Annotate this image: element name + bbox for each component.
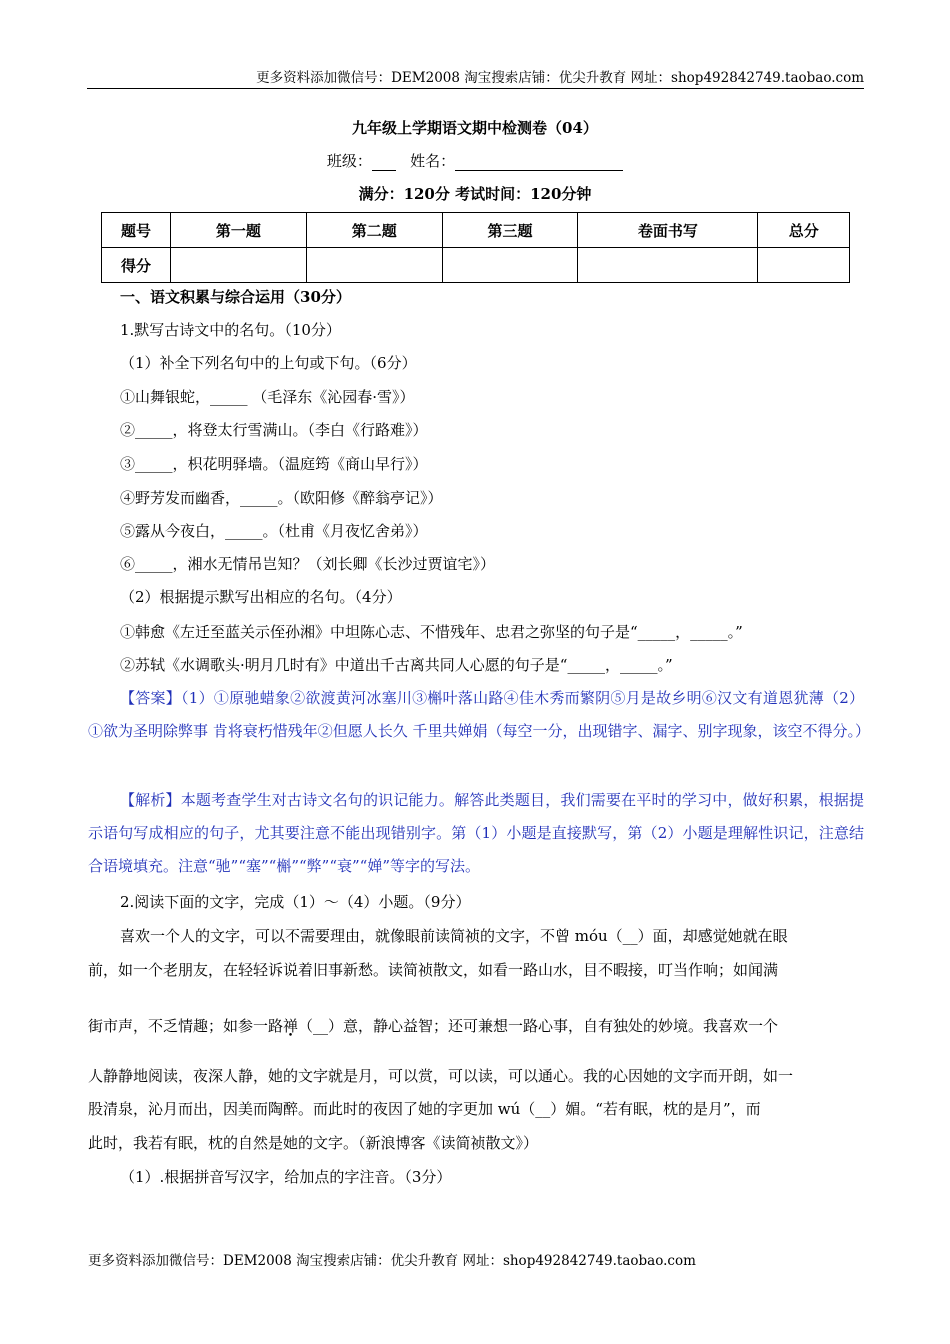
class-field[interactable] (372, 154, 396, 171)
passage-text: 街市声，不乏情趣；如参一路 (88, 1017, 284, 1035)
fill-item: ①山舞银蛇，_____ （毛泽东《沁园春·雪》） (120, 388, 415, 406)
class-label: 班级： (326, 152, 372, 170)
fill-item: ④野芳发而幽香，_____。（欧阳修《醉翁亭记》） (120, 489, 443, 507)
score-cell[interactable] (171, 248, 307, 283)
section-heading: 一、语文积累与综合运用（30分） (120, 288, 351, 306)
name-label: 姓名： (410, 152, 456, 170)
score-row-label: 得分 (102, 248, 171, 283)
score-cell[interactable] (758, 248, 850, 283)
grade-table-header-row (102, 213, 850, 248)
question-1-part-2: （2）根据提示默写出相应的名句。（4分） (120, 588, 402, 606)
question-2-title: 2.阅读下面的文字，完成（1）～（4）小题。（9分） (120, 893, 471, 911)
passage-line: 人静静地阅读，夜深人静，她的文字就是月，可以赏，可以读，可以通心。我的心因她的文字而开朗，如一 (88, 1067, 794, 1085)
question-1-part-1: （1）补全下列名句中的上句或下句。（6分） (120, 354, 417, 372)
passage-text: （__）意，静心益智；还可兼想一路心事，自有独处的妙境。我喜欢一个 (298, 1017, 779, 1035)
grade-header-cell: 题号 (102, 213, 171, 248)
grade-table-score-row (102, 248, 850, 283)
passage-line: 喜欢一个人的文字，可以不需要理由，就像眼前读简祯的文字，不曾 móu（__）面，却感觉她就在眼 (120, 927, 788, 945)
question-2-part-1: （1）.根据拼音写汉字，给加点的字注音。（3分） (120, 1168, 452, 1186)
header-divider (87, 88, 864, 89)
fill-item: ②苏轼《水调歌头·明月几时有》中道出千古离共同人心愿的句子是“_____，_____。” (120, 656, 673, 674)
name-field[interactable] (455, 154, 623, 171)
analysis-block: 【解析】本题考查学生对古诗文名句的识记能力。解答此类题目，我们需要在平时的学习中，做好积累，根据提示语句写成相应的句子，尤其要注意不能出现错别字。第（1）小题是直接默写，第（2）小题是理解性识记，注意结合语境填充。注意“驰”“塞”“槲”“弊”“衰”“婵”等字的写法。 (88, 791, 864, 875)
fill-item: ③_____，枳花明驿墙。（温庭筠《商山早行》） (120, 455, 428, 473)
grade-header-cell: 第二题 (306, 213, 442, 248)
score-cell[interactable] (306, 248, 442, 283)
score-cell[interactable] (578, 248, 758, 283)
passage-line: 股清泉，沁月而出，因美而陶醉。而此时的夜因了她的字更加 wú（__）媚。“若有眠，枕的是月”，而 (88, 1100, 761, 1118)
dotted-char: 禅 (283, 1017, 299, 1035)
grade-header-cell: 卷面书写 (578, 213, 758, 248)
score-cell[interactable] (442, 248, 578, 283)
fill-item: ⑤露从今夜白，_____。（杜甫《月夜忆舍弟》） (120, 522, 428, 540)
grade-header-cell: 总分 (758, 213, 850, 248)
page-header: 更多资料添加微信号：DEM2008 淘宝搜索店铺：优尖升教育 网址：shop492842749.taobao.com (256, 70, 864, 86)
passage-line: 前，如一个老朋友，在轻轻诉说着旧事新愁。读简祯散文，如看一路山水，目不暇接，叮当作响；如闻满 (88, 961, 779, 979)
score-info: 满分：120分 考试时间：120分钟 (358, 185, 592, 203)
question-1-title: 1.默写古诗文中的名句。（10分） (120, 321, 341, 339)
exam-title: 九年级上学期语文期中检测卷（04） (352, 119, 598, 137)
student-info-row (0, 150, 950, 171)
fill-item: ⑥_____，湘水无情吊岂知？（刘长卿《长沙过贾谊宅》） (120, 555, 496, 573)
fill-item: ①韩愈《左迁至蓝关示侄孙湘》中坦陈心志、不惜残年、忠君之弥坚的句子是“_____，_____。” (120, 623, 743, 641)
page-footer: 更多资料添加微信号：DEM2008 淘宝搜索店铺：优尖升教育 网址：shop492842749.taobao.com (88, 1253, 696, 1269)
grade-table (101, 212, 850, 283)
grade-header-cell: 第三题 (442, 213, 578, 248)
fill-item: ②_____，将登太行雪满山。（李白《行路难》） (120, 421, 428, 439)
grade-header-cell: 第一题 (171, 213, 307, 248)
answer-block: 【答案】（1）①原驰蜡象②欲渡黄河冰塞川③槲叶落山路④佳木秀而繁阴⑤月是故乡明⑥汉文有道恩犹薄（2）①欲为圣明除弊事 肯将衰朽惜残年②但愿人长久 千里共婵娟（每空一分，出现错字、漏字、别字现象，该空不得分。） (88, 689, 871, 740)
passage-line: 此时，我若有眠，枕的自然是她的文字。（新浪博客《读简祯散文》） (88, 1134, 539, 1152)
passage-line (88, 1015, 864, 1037)
